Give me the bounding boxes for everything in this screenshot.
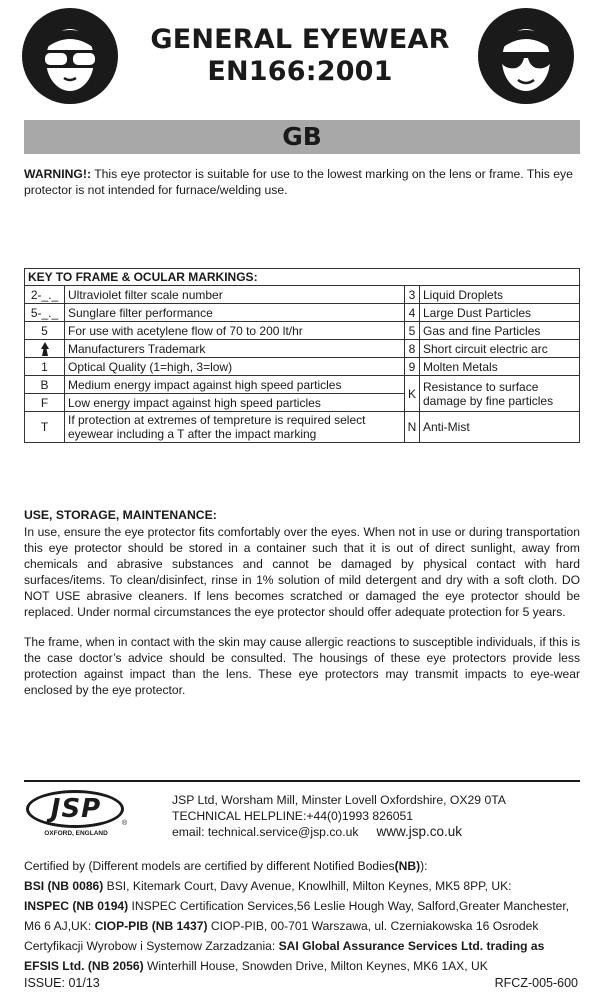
marking-description: Anti-Mist (420, 412, 580, 443)
marking-description: If protection at extremes of tempreture is required select eyewear including a T after the impact marking (65, 412, 405, 443)
table-row (25, 340, 580, 358)
cert-nb: (NB) (394, 859, 421, 873)
registered-mark: ® (122, 820, 128, 827)
technical-helpline: TECHNICAL HELPLINE:+44(0)1993 826051 (172, 809, 414, 823)
sai-text: Winterhill House, Snowden Drive, Milton Keynes, MK6 1AX, UK (143, 959, 488, 973)
cert-intro: Certified by (Different models are certified by different Notified Bodies (24, 859, 395, 873)
contact-block (172, 792, 506, 840)
footer-divider (24, 780, 580, 782)
logo-subtitle: OXFORD, ENGLAND (44, 830, 108, 837)
bsi-text: BSI, Kitemark Court, Davy Avenue, Knowlhill, Milton Keynes, MK5 8PP, UK: (103, 879, 512, 893)
marking-code: 8 (405, 340, 420, 358)
marking-code: N (405, 412, 420, 443)
table-row (25, 412, 580, 443)
document-reference: RFCZ-005-600 (494, 976, 578, 990)
marking-description: Manufacturers Trademark (65, 340, 405, 358)
marking-code (25, 340, 65, 358)
goggles-pictogram-icon (22, 8, 118, 104)
marking-code: F (25, 394, 65, 412)
marking-description: Optical Quality (1=high, 3=low) (65, 358, 405, 376)
inspec-label: INSPEC (NB 0194) (24, 899, 129, 913)
marking-code: 4 (405, 304, 420, 322)
use-paragraph-1: In use, ensure the eye protector fits comfortably over the eyes. When not in use or during transportation this eye protector should be stored in a container such that it is out of direct sunlight, away from chemicals and abrasive substances and cannot be damaged by physical contact with hard surfaces/items. To clean/disinfect, rinse in 1% solution of mild detergent and dry with a soft cloth. DO NOT USE abrasive cleaners. If lens becomes scratched or damaged the eye protector should be replaced. Under normal circumstances the eye protector should offer adequate protection for 5 years. (24, 525, 580, 619)
manufacturer-trademark-icon (40, 342, 50, 356)
marking-code: 5 (25, 322, 65, 340)
use-section-title: USE, STORAGE, MAINTENANCE: (24, 508, 217, 522)
table-header-row (25, 269, 580, 286)
marking-description: Resistance to surface damage by fine particles (420, 376, 580, 412)
marking-code: T (25, 412, 65, 443)
marking-description: Molten Metals (420, 358, 580, 376)
table-title: KEY TO FRAME & OCULAR MARKINGS: (25, 269, 580, 286)
title-line-1: GENERAL EYEWEAR (150, 24, 450, 55)
marking-code: 2-_._ (25, 286, 65, 304)
marking-description: Ultraviolet filter scale number (65, 286, 405, 304)
website-link[interactable]: www.jsp.co.uk (376, 824, 462, 839)
marking-description: Large Dust Particles (420, 304, 580, 322)
ciop-text: CIOP-PIB, 00-701 Warszawa, ul. Czerniakowska 16 Osrodek Certyfikacji Wyrobow i Systemow Zarzadzania: (24, 919, 539, 953)
marking-code: 5 (405, 322, 420, 340)
jsp-logo (24, 790, 128, 840)
marking-description: Gas and fine Particles (420, 322, 580, 340)
use-paragraph-2: The frame, when in contact with the skin may cause allergic reactions to susceptible individuals, if this is the case doctor’s advice should be consulted. The housings of these eye protectors provide less protection against impact than the lens. These eye protectors may transmit impacts to eye-wear enclosed by the eye protector. (24, 635, 580, 697)
marking-description: Low energy impact against high speed particles (65, 394, 405, 412)
marking-description: For use with acetylene flow of 70 to 200 lt/hr (65, 322, 405, 340)
marking-code: 3 (405, 286, 420, 304)
email-line (172, 824, 506, 840)
marking-description: Sunglare filter performance (65, 304, 405, 322)
company-address: JSP Ltd, Worsham Mill, Minster Lovell Oxfordshire, OX29 0TA (172, 793, 506, 807)
marking-description: Medium energy impact against high speed particles (65, 376, 405, 394)
marking-code: 5-_._ (25, 304, 65, 322)
bsi-label: BSI (NB 0086) (24, 879, 104, 893)
inspec-text: INSPEC Certification Services,56 Leslie Hough Way, Salford,Greater Manchester, M6 6 AJ,UK: (24, 899, 570, 933)
marking-description: Liquid Droplets (420, 286, 580, 304)
warning-label: WARNING!: (24, 167, 92, 181)
marking-code: 1 (25, 358, 65, 376)
marking-description: Short circuit electric arc (420, 340, 580, 358)
table-row (25, 376, 580, 394)
ciop-label: CIOP-PIB (NB 1437) (94, 919, 208, 933)
sai-label: SAI Global Assurance Services Ltd. trading as EFSIS Ltd. (NB 2056) (24, 939, 545, 973)
title-line-2: EN166:2001 (207, 56, 393, 87)
language-section-bar: GB (24, 120, 580, 154)
marking-code: B (25, 376, 65, 394)
table-row (25, 304, 580, 322)
table-row (25, 286, 580, 304)
marking-code: K (405, 376, 420, 412)
cert-intro-end: ): (420, 859, 428, 873)
warning-text (24, 166, 580, 198)
table-row (25, 358, 580, 376)
document-title (118, 24, 482, 88)
certification-block (24, 856, 580, 976)
glasses-pictogram-icon (478, 8, 574, 104)
markings-key-table (24, 268, 580, 443)
logo-text: JSP (50, 794, 102, 824)
table-row (25, 322, 580, 340)
marking-code: 9 (405, 358, 420, 376)
warning-body: This eye protector is suitable for use to the lowest marking on the lens or frame. This eye protector is not intended for furnace/welding use. (24, 167, 573, 197)
email-address: email: technical.service@jsp.co.uk (172, 825, 359, 839)
issue-number: ISSUE: 01/13 (24, 976, 100, 990)
